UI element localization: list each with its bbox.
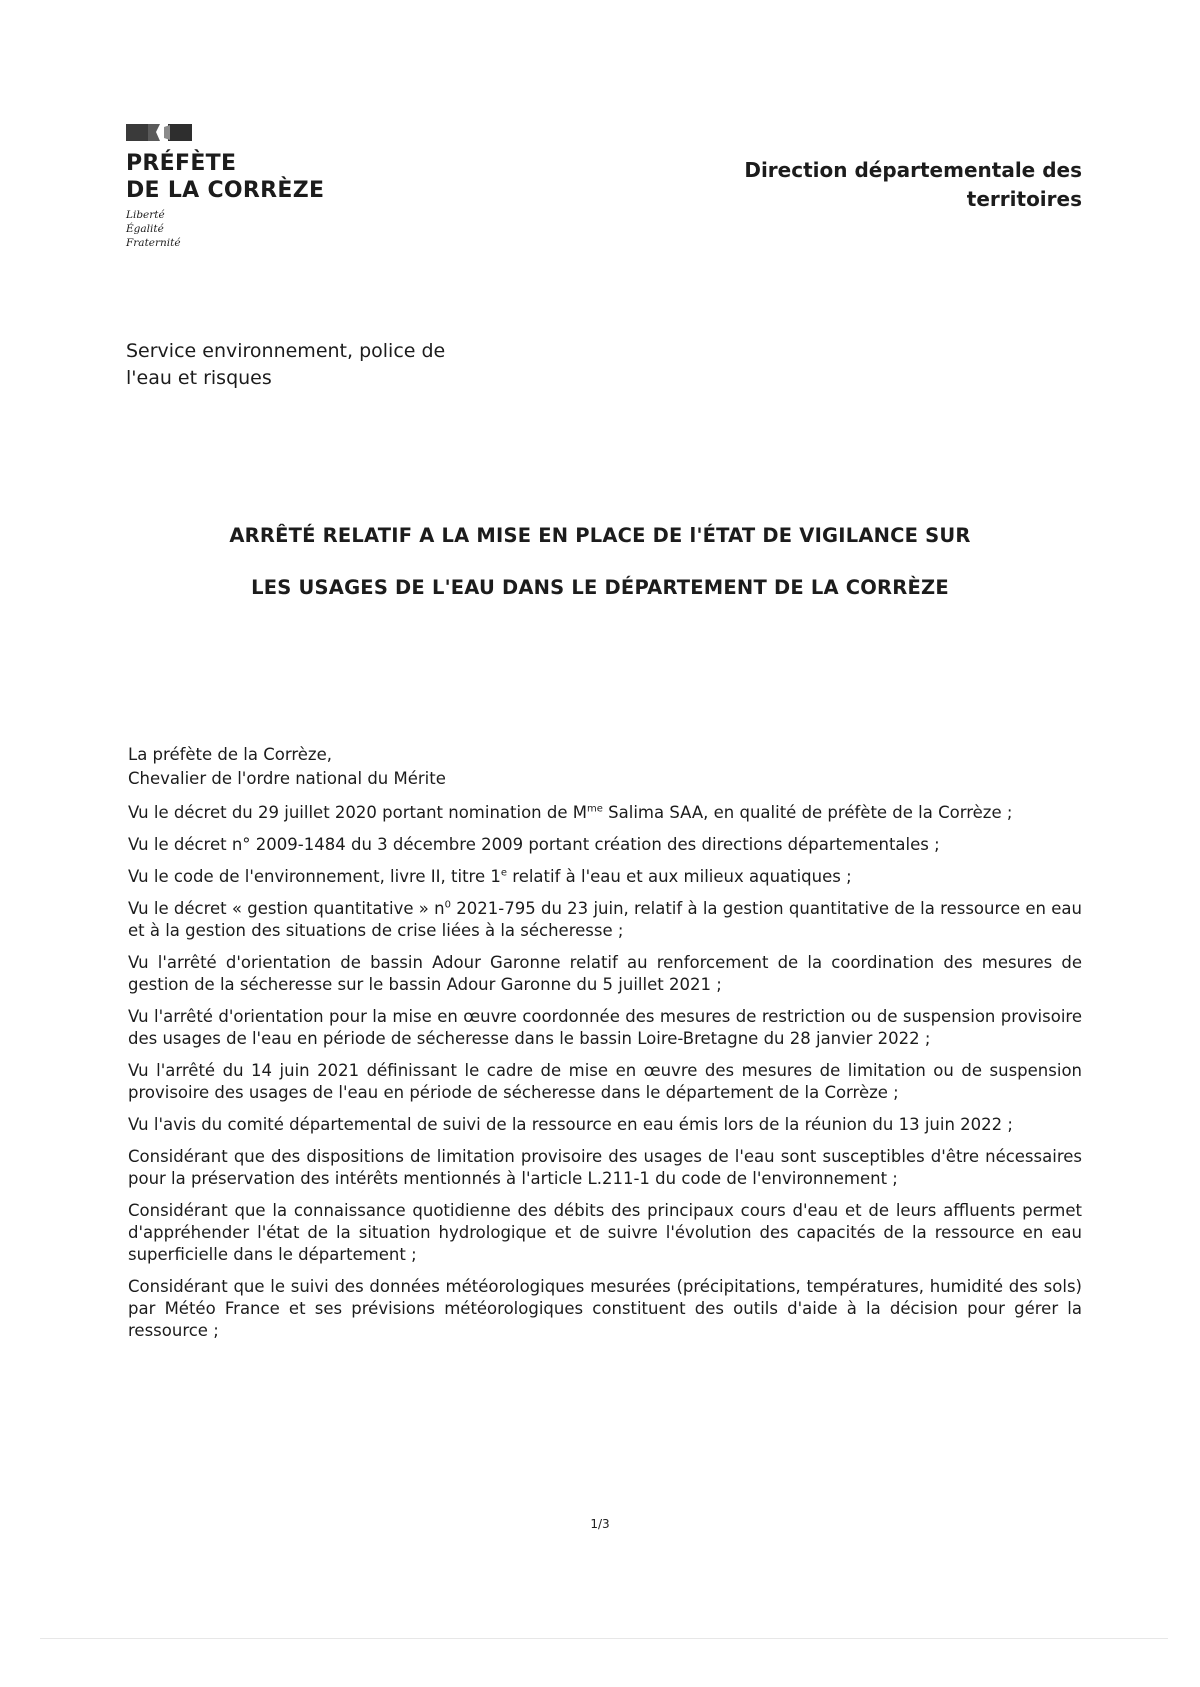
considering-paragraph: Considérant que le suivi des données météorologiques mesurées (précipitations, températures, humidité des sols) par Météo France et ses prévisions météorologiques constituent des outils d'aide à la décision pour gérer la ressource ; — [128, 1277, 1082, 1340]
decree-title-line1: ARRÊTÉ RELATIF A LA MISE EN PLACE DE l'ÉTAT DE VIGILANCE SUR — [229, 524, 971, 547]
motto-egalite: Égalité — [126, 223, 164, 235]
considering-paragraph: Considérant que la connaissance quotidienne des débits des principaux cours d'eau et de leurs affluents permet d'appréhender l'état de la situation hydrologique et de suivre l'évolution des capacités de la ressource en eau superficielle dans le département ; — [128, 1201, 1082, 1264]
block-label-line2: DE LA CORRÈZE — [126, 178, 325, 203]
authority-line2: Chevalier de l'ordre national du Mérite — [128, 769, 446, 788]
visa-paragraph: Vu le décret « gestion quantitative » $n^0$ 2021-795 du 23 juin, relatif à la gestion quantitative de la ressource en eau et à la gestion des situations de crise liées à la sécheresse ; — [128, 899, 1082, 940]
service-name — [126, 338, 445, 392]
prefecture-block — [126, 150, 324, 204]
motto-fraternite: Fraternité — [126, 237, 181, 249]
service-line2: l'eau et risques — [126, 367, 272, 389]
block-label-line1: PRÉFÈTE — [126, 151, 237, 176]
page-number: 1/3 — [590, 1517, 610, 1531]
scan-edge-line — [40, 1638, 1168, 1639]
motto-liberte: Liberté — [126, 209, 165, 221]
visa-paragraph: Vu l'arrêté d'orientation de bassin Adour Garonne relatif au renforcement de la coordination des mesures de gestion de la sécheresse sur le bassin Adour Garonne du 5 juillet 2021 ; — [128, 953, 1082, 994]
issuing-authority — [128, 743, 446, 791]
service-line1: Service environnement, police de — [126, 340, 446, 362]
considering-paragraph: Considérant que des dispositions de limitation provisoire des usages de l'eau sont susceptibles d'être nécessaires pour la préservation des intérêts mentionnés à l'article L.211-1 du code de l'environnement ; — [128, 1147, 1082, 1188]
decree-body — [128, 802, 1082, 1352]
decree-title-line2: LES USAGES DE L'EAU DANS LE DÉPARTEMENT DE LA CORRÈZE — [251, 576, 949, 599]
visa-paragraph: Vu l'arrêté du 14 juin 2021 définissant le cadre de mise en œuvre des mesures de limitation ou de suspension provisoire des usages de l'eau en période de sécheresse dans le département de la Corrèze ; — [128, 1061, 1082, 1102]
authority-line1: La préfète de la Corrèze, — [128, 745, 332, 764]
visa-paragraph: Vu l'arrêté d'orientation pour la mise en œuvre coordonnée des mesures de restriction ou de suspension provisoire des usages de l'eau en période de sécheresse dans le bassin Loire-Bretagne du 28 janvier 2022 ; — [128, 1007, 1082, 1048]
marianne-logo — [126, 123, 194, 142]
visa-paragraph: Vu le code de l'environnement, livre II, titre 1e relatif à l'eau et aux milieux aquatiques ; — [128, 867, 852, 886]
visa-paragraph: Vu le décret du 29 juillet 2020 portant nomination de $M^{me}$ Salima SAA, en qualité de préfète de la Corrèze ; — [128, 803, 1013, 822]
republic-motto — [126, 208, 181, 250]
visa-paragraph: Vu le décret n° 2009-1484 du 3 décembre 2009 portant création des directions départementales ; — [128, 835, 940, 854]
visa-paragraph: Vu l'avis du comité départemental de suivi de la ressource en eau émis lors de la réunion du 13 juin 2022 ; — [128, 1115, 1013, 1134]
issuing-direction: Direction départementale des territoires — [744, 158, 1082, 211]
